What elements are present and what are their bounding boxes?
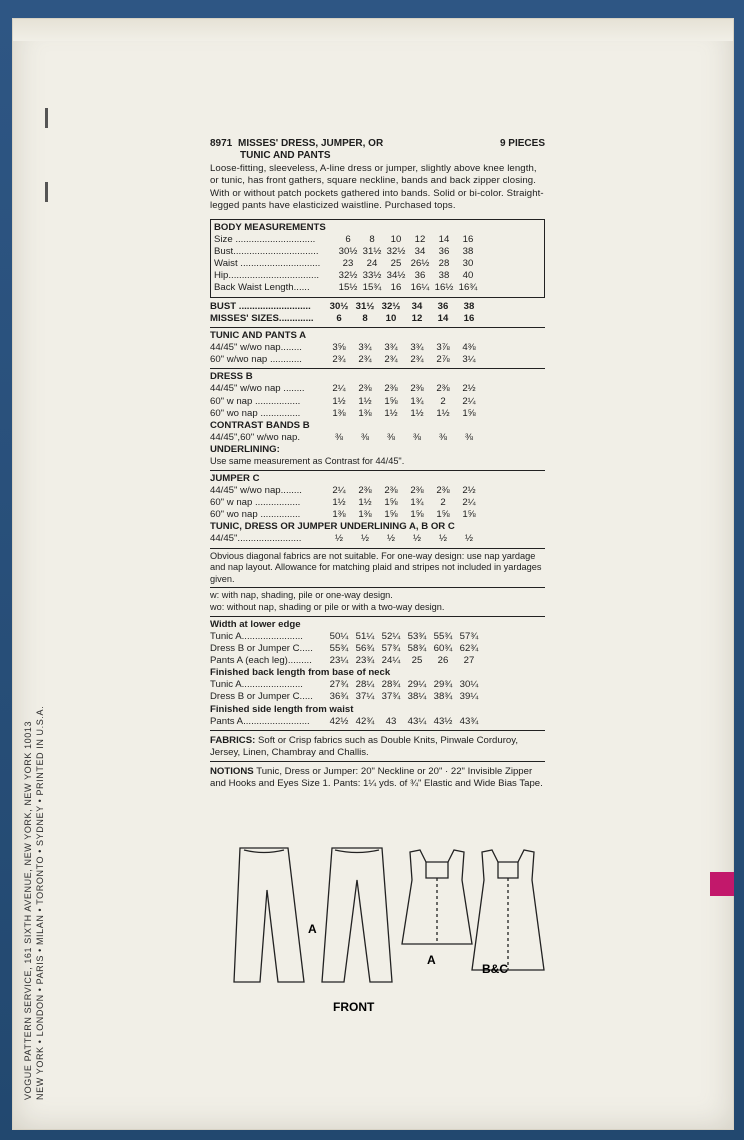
row-value: 31½ <box>355 300 375 312</box>
notions-info <box>210 766 545 790</box>
row-value: 43¼ <box>407 715 427 727</box>
row-value: 3¾ <box>384 342 398 354</box>
row-value: 50¼ <box>329 630 349 642</box>
row-value: 15¾ <box>362 282 382 294</box>
row-value: 1⅝ <box>384 395 398 407</box>
measure-row <box>214 258 541 270</box>
row-value: ⅜ <box>360 432 369 444</box>
pants-sketch-left <box>234 848 304 982</box>
contrast-heading: CONTRAST BANDS B <box>210 420 310 432</box>
back-length-heading: Finished back length from base of neck <box>210 667 391 679</box>
row-value: 2¾ <box>332 354 346 366</box>
row-value: 1⅝ <box>436 509 450 521</box>
row-value: 2½ <box>462 484 476 496</box>
notions-label: NOTIONS <box>210 766 254 778</box>
row-value: 10 <box>390 233 402 245</box>
row-label: Pants A......................... <box>210 715 310 727</box>
row-value: 26 <box>437 655 449 667</box>
row-value: 16¾ <box>458 282 478 294</box>
row-value: 2¼ <box>332 383 346 395</box>
underlining-heading: UNDERLINING: <box>210 444 280 456</box>
row-value: 1½ <box>358 497 372 509</box>
pants-sketch-front <box>322 848 392 982</box>
row-value: 2¾ <box>410 354 424 366</box>
row-value: 51¼ <box>355 630 375 642</box>
row-value: 1⅝ <box>384 509 398 521</box>
publisher-cities: NEW YORK • LONDON • PARIS • MILAN • TORONTO • SYDNEY • PRINTED IN U.S.A. <box>35 705 45 1100</box>
row-value: 56¾ <box>355 642 375 654</box>
row-label: 44/45"........................ <box>210 533 302 545</box>
row-value: 6 <box>345 233 351 245</box>
row-label: Size .............................. <box>214 233 316 245</box>
measure-row <box>214 282 541 294</box>
side-length-heading: Finished side length from waist <box>210 703 354 715</box>
row-value: 38¼ <box>407 691 427 703</box>
row-value: 24 <box>366 258 378 270</box>
row-value: 14 <box>438 233 450 245</box>
row-value: 57¾ <box>381 642 401 654</box>
row-value: 2⅜ <box>410 383 424 395</box>
row-value: 55¾ <box>433 630 453 642</box>
measure-row <box>210 342 545 354</box>
row-value: 1½ <box>436 407 450 419</box>
measure-row <box>210 432 545 444</box>
row-value: 25 <box>390 258 402 270</box>
row-value: 4⅜ <box>462 342 476 354</box>
pattern-title-cont: TUNIC AND PANTS <box>240 150 331 161</box>
row-label: 44/45" w/wo nap ........ <box>210 383 305 395</box>
measure-row <box>210 497 545 509</box>
row-value: 1¾ <box>410 497 424 509</box>
row-value: 53¾ <box>407 630 427 642</box>
view-a-label: A <box>308 922 317 936</box>
measure-row <box>210 485 545 497</box>
row-value: 37¾ <box>381 691 401 703</box>
row-value: 1½ <box>332 497 346 509</box>
row-value: 2½ <box>462 383 476 395</box>
row-value: ⅜ <box>438 432 447 444</box>
row-value: 1⅜ <box>358 407 372 419</box>
row-value: 1⅜ <box>358 509 372 521</box>
row-value: 32½ <box>381 300 401 312</box>
row-value: ½ <box>464 533 473 545</box>
row-value: 6 <box>336 312 342 324</box>
row-value: 16 <box>463 312 475 324</box>
row-label: MISSES' SIZES............. <box>210 312 314 324</box>
row-value: 2⅜ <box>358 484 372 496</box>
row-value: 8 <box>369 233 375 245</box>
row-value: 1⅝ <box>384 497 398 509</box>
row-value: ½ <box>438 533 447 545</box>
row-label: Dress B or Jumper C..... <box>210 642 313 654</box>
measure-row <box>210 354 545 366</box>
row-value: 58¾ <box>407 642 427 654</box>
row-label: Pants A (each leg)......... <box>210 655 312 667</box>
row-value: 34 <box>414 245 426 257</box>
row-value: 60¾ <box>433 642 453 654</box>
row-value: 43¾ <box>459 715 479 727</box>
row-value: 40 <box>462 270 474 282</box>
row-value: 23¾ <box>355 655 375 667</box>
row-value: 2⅜ <box>358 383 372 395</box>
dress-heading: DRESS B <box>210 371 253 383</box>
row-label: 60" w/wo nap ............ <box>210 354 302 366</box>
row-value: 16 <box>390 282 402 294</box>
fabrics-info <box>210 735 545 759</box>
measure-row <box>210 396 545 408</box>
row-value: 2 <box>440 497 446 509</box>
row-value: 1½ <box>410 407 424 419</box>
view-a-tunic-label: A <box>427 953 436 967</box>
measure-row <box>214 234 541 246</box>
jumper-heading: JUMPER C <box>210 472 260 484</box>
publisher-address: VOGUE PATTERN SERVICE, 161 SIXTH AVENUE, NEW YORK, NEW YORK 10013 <box>23 720 33 1100</box>
publisher-imprint <box>22 706 46 1100</box>
row-value: ⅜ <box>334 432 343 444</box>
width-heading: Width at lower edge <box>210 618 301 630</box>
row-value: 29¼ <box>407 679 427 691</box>
row-value: 32½ <box>338 270 358 282</box>
row-value: 3⅞ <box>436 342 450 354</box>
price-tag-mark <box>710 872 734 896</box>
row-value: 43 <box>385 715 397 727</box>
row-value: ½ <box>334 533 343 545</box>
row-value: 10 <box>385 312 397 324</box>
row-value: 43½ <box>433 715 453 727</box>
row-value: 2⅜ <box>384 383 398 395</box>
measure-row <box>210 533 545 545</box>
row-value: 2¼ <box>462 395 476 407</box>
row-value: 14 <box>437 312 449 324</box>
row-value: 23¼ <box>329 655 349 667</box>
tunic-pants-heading: TUNIC AND PANTS A <box>210 330 307 342</box>
pattern-number: 8971 <box>210 138 233 149</box>
row-value: 3¾ <box>410 342 424 354</box>
row-label: 60" w nap ................. <box>210 497 301 509</box>
row-value: 62¾ <box>459 642 479 654</box>
row-value: 34 <box>411 300 423 312</box>
row-value: 33½ <box>362 270 382 282</box>
row-value: 28 <box>438 258 450 270</box>
row-value: 16½ <box>434 282 454 294</box>
measure-row <box>214 246 541 258</box>
row-value: 28¾ <box>381 679 401 691</box>
without-nap-note: wo: without nap, shading or pile or with a two-way design. <box>210 602 445 613</box>
row-value: 36¾ <box>329 691 349 703</box>
row-value: 36 <box>438 245 450 257</box>
row-value: 28¼ <box>355 679 375 691</box>
row-value: 27¾ <box>329 679 349 691</box>
row-value: 29¾ <box>433 679 453 691</box>
row-value: 30½ <box>329 300 349 312</box>
row-value: 3¾ <box>358 342 372 354</box>
row-label: Tunic A....................... <box>210 679 303 691</box>
row-value: ⅜ <box>412 432 421 444</box>
underlining-abc-heading: TUNIC, DRESS OR JUMPER UNDERLINING A, B OR C <box>210 521 455 533</box>
row-value: 2¾ <box>358 354 372 366</box>
row-value: 2¾ <box>384 354 398 366</box>
measure-row <box>210 691 545 703</box>
row-value: 12 <box>414 233 426 245</box>
row-value: 3¼ <box>462 354 476 366</box>
row-value: 30¼ <box>459 679 479 691</box>
row-value: 31½ <box>362 245 382 257</box>
row-value: 2⅜ <box>410 484 424 496</box>
yardage-chart <box>210 301 545 791</box>
measure-row <box>210 679 545 691</box>
row-value: 15½ <box>338 282 358 294</box>
front-view-label: FRONT <box>333 1000 375 1014</box>
row-value: 2⅞ <box>436 354 450 366</box>
row-value: ½ <box>386 533 395 545</box>
row-value: 24¼ <box>381 655 401 667</box>
row-value: 1⅜ <box>332 509 346 521</box>
measure-row <box>210 643 545 655</box>
row-value: 36 <box>437 300 449 312</box>
row-value: 16¼ <box>410 282 430 294</box>
size-row <box>210 301 545 313</box>
row-label: 44/45" w/wo nap........ <box>210 484 302 496</box>
row-value: 8 <box>362 312 368 324</box>
row-value: 16 <box>462 233 474 245</box>
size-row <box>210 313 545 325</box>
row-value: 52¼ <box>381 630 401 642</box>
view-bc-label: B&C <box>482 962 508 976</box>
row-label: Waist .............................. <box>214 258 321 270</box>
row-value: 1¾ <box>410 395 424 407</box>
measure-row <box>210 631 545 643</box>
row-label: BUST ........................... <box>210 300 311 312</box>
row-label: 44/45",60" w/wo nap. <box>210 432 301 444</box>
row-value: 42¾ <box>355 715 375 727</box>
with-nap-note: w: with nap, shading, pile or one-way design. <box>210 590 393 601</box>
row-value: 2¼ <box>332 484 346 496</box>
row-value: 1⅝ <box>462 509 476 521</box>
row-value: 1⅜ <box>332 407 346 419</box>
body-measurements-heading: BODY MEASUREMENTS <box>214 221 326 233</box>
row-value: ½ <box>412 533 421 545</box>
row-value: 55¾ <box>329 642 349 654</box>
measure-row <box>210 383 545 395</box>
measure-row <box>210 408 545 420</box>
diagonal-fabric-note: Obvious diagonal fabrics are not suitable. For one-way design: use nap yardage and nap layout. Allowance for matching plaid and stripes not included in yardages given. <box>210 550 542 584</box>
row-value: 1⅝ <box>462 407 476 419</box>
row-value: 37¼ <box>355 691 375 703</box>
pattern-info <box>210 138 545 791</box>
row-value: 2 <box>440 395 446 407</box>
garment-sketches <box>222 840 562 1030</box>
row-label: Tunic A....................... <box>210 630 303 642</box>
row-value: 57¾ <box>459 630 479 642</box>
staple-mark <box>45 182 48 202</box>
row-value: 1½ <box>358 395 372 407</box>
row-value: 34½ <box>386 270 406 282</box>
measure-row <box>210 655 545 667</box>
pattern-title: MISSES' DRESS, JUMPER, OR <box>238 138 384 149</box>
row-value: 36 <box>414 270 426 282</box>
row-value: 2⅜ <box>436 484 450 496</box>
row-value: 12 <box>411 312 423 324</box>
row-value: 38 <box>438 270 450 282</box>
row-value: 25 <box>411 655 423 667</box>
row-value: ½ <box>360 533 369 545</box>
row-value: ⅜ <box>386 432 395 444</box>
row-value: ⅜ <box>464 432 473 444</box>
row-value: 2⅜ <box>436 383 450 395</box>
row-value: 3⅝ <box>332 342 346 354</box>
row-label: Back Waist Length...... <box>214 282 310 294</box>
row-label: 60" wo nap ............... <box>210 407 301 419</box>
row-value: 38 <box>463 300 475 312</box>
row-value: 1½ <box>332 395 346 407</box>
measure-row <box>210 509 545 521</box>
fabrics-label: FABRICS: <box>210 734 256 746</box>
row-value: 32½ <box>386 245 406 257</box>
pieces-count: 9 PIECES <box>499 138 545 149</box>
row-value: 27 <box>463 655 475 667</box>
measure-row <box>214 270 541 282</box>
row-label: Hip.................................. <box>214 270 320 282</box>
fabrics-text: Soft or Crisp fabrics such as Double Knits, Pinwale Corduroy, Jersey, Linen, Chambray and Challis. <box>210 734 519 759</box>
row-value: 30½ <box>338 245 358 257</box>
garment-illustrations <box>222 840 562 1030</box>
notions-text: Tunic, Dress or Jumper: 20" Neckline or 20" · 22" Invisible Zipper and Hooks and Eyes Size 1. Pants: 1¼ yds. of ¾" Elastic and Wide Bias Tape. <box>210 766 543 790</box>
underlining-note: Use same measurement as Contrast for 44/45". <box>210 456 405 467</box>
row-label: 44/45" w/wo nap........ <box>210 342 302 354</box>
staple-mark <box>45 108 48 128</box>
row-value: 2⅜ <box>384 484 398 496</box>
envelope-flap-edge <box>13 19 733 41</box>
row-label: 60" wo nap ............... <box>210 509 301 521</box>
row-value: 1½ <box>384 407 398 419</box>
row-value: 38¾ <box>433 691 453 703</box>
pattern-header <box>210 138 545 149</box>
row-value: 23 <box>342 258 354 270</box>
measure-row <box>210 716 545 728</box>
row-value: 38 <box>462 245 474 257</box>
row-label: Bust................................ <box>214 245 319 257</box>
body-measurements-table <box>210 219 545 298</box>
row-label: Dress B or Jumper C..... <box>210 691 313 703</box>
row-value: 42½ <box>329 715 349 727</box>
row-value: 26½ <box>410 258 430 270</box>
pattern-description: Loose-fitting, sleeveless, A-line dress or jumper, slightly above knee length, or tunic, has front gathers, square neckline, bands and back zipper closing. With or without patch pockets gathered into bands. Solid or bi-color. Straight-legged pants have elasticized waistline. Purchased tops. <box>210 163 544 212</box>
row-value: 30 <box>462 258 474 270</box>
row-value: 1⅝ <box>410 509 424 521</box>
row-value: 2¼ <box>462 497 476 509</box>
row-label: 60" w nap ................. <box>210 395 301 407</box>
row-value: 39¼ <box>459 691 479 703</box>
